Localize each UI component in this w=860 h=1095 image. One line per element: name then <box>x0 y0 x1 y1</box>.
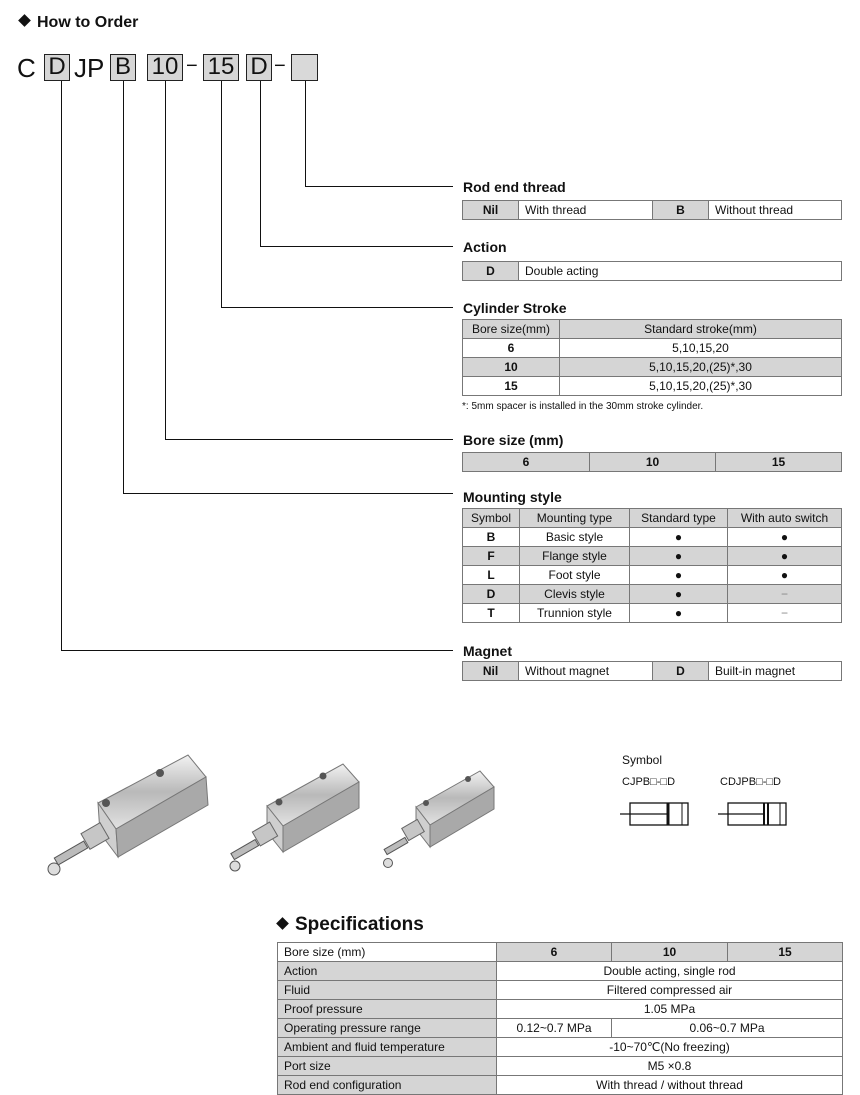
table-row <box>278 962 843 981</box>
leader-line-bore-v <box>165 81 166 440</box>
mounting-standard: ● <box>630 585 728 604</box>
table-row <box>463 201 842 220</box>
diamond-bullet-icon <box>276 917 289 930</box>
spec-label: Rod end configuration <box>278 1076 497 1095</box>
mounting-standard: ● <box>630 547 728 566</box>
mounting-type: Clevis style <box>520 585 630 604</box>
spec-label: Action <box>278 962 497 981</box>
spec-label: Fluid <box>278 981 497 1000</box>
mounting-symbol: D <box>463 585 520 604</box>
code-box-bore: 10 <box>147 54 183 81</box>
stroke-value-cell: 5,10,15,20,(25)*,30 <box>560 377 842 396</box>
mounting-standard: ● <box>630 566 728 585</box>
spec-value: -10~70℃(No freezing) <box>497 1038 843 1057</box>
mounting-header: Mounting type <box>520 509 630 528</box>
mounting-auto-switch: − <box>728 604 842 623</box>
cylinder-image-foot <box>380 765 500 880</box>
mounting-standard: ● <box>630 604 728 623</box>
table-row <box>278 1038 843 1057</box>
stroke-header-bore: Bore size(mm) <box>463 320 560 339</box>
rod-end-label-with: With thread <box>519 201 653 220</box>
symbol-left-label: CJPB□-□D <box>622 776 676 788</box>
table-row <box>463 528 842 547</box>
cylinder-image-flange <box>225 760 365 885</box>
action-label: Double acting <box>519 262 842 281</box>
code-box-magnet: D <box>44 54 70 81</box>
mounting-standard: ● <box>630 528 728 547</box>
spec-label: Port size <box>278 1057 497 1076</box>
stroke-title: Cylinder Stroke <box>463 300 567 316</box>
stroke-value-cell: 5,10,15,20 <box>560 339 842 358</box>
bore-title: Bore size (mm) <box>463 432 564 448</box>
spec-label: Operating pressure range <box>278 1019 497 1038</box>
leader-line-rod-end-v <box>305 81 306 187</box>
action-table <box>462 261 842 281</box>
cylinder-magnet-symbol-icon <box>718 800 793 830</box>
stroke-value-cell: 5,10,15,20,(25)*,30 <box>560 358 842 377</box>
spec-bore-15: 15 <box>728 943 843 962</box>
rod-end-code-b: B <box>653 201 709 220</box>
code-box-rod-end <box>291 54 318 81</box>
bore-table <box>462 452 842 472</box>
spec-value: 1.05 MPa <box>497 1000 843 1019</box>
code-jp: JP <box>74 53 105 83</box>
table-row <box>463 585 842 604</box>
spec-value: 0.12~0.7 MPa <box>497 1019 612 1038</box>
table-row <box>278 1057 843 1076</box>
magnet-code-d: D <box>653 662 709 681</box>
stroke-note: *: 5mm spacer is installed in the 30mm stroke cylinder. <box>462 401 704 412</box>
magnet-label-without: Without magnet <box>519 662 653 681</box>
spec-value: 0.06~0.7 MPa <box>612 1019 843 1038</box>
table-row <box>463 509 842 528</box>
spec-value: With thread / without thread <box>497 1076 843 1095</box>
code-dash-1: − <box>186 55 198 77</box>
mounting-type: Foot style <box>520 566 630 585</box>
spec-label: Bore size (mm) <box>278 943 497 962</box>
table-row <box>278 1000 843 1019</box>
code-c: C <box>17 53 36 83</box>
leader-line-action-v <box>260 81 261 247</box>
mounting-symbol: T <box>463 604 520 623</box>
specifications-text: Specifications <box>295 914 424 935</box>
stroke-bore-cell: 15 <box>463 377 560 396</box>
mounting-table <box>462 508 842 623</box>
table-row <box>463 453 842 472</box>
magnet-code-nil: Nil <box>463 662 519 681</box>
stroke-table <box>462 319 842 396</box>
table-row <box>463 339 842 358</box>
leader-line-magnet-h <box>61 650 453 651</box>
table-row <box>463 566 842 585</box>
mounting-type: Flange style <box>520 547 630 566</box>
code-dash-2: − <box>274 55 286 77</box>
magnet-table <box>462 661 842 681</box>
mounting-type: Basic style <box>520 528 630 547</box>
mounting-auto-switch: − <box>728 585 842 604</box>
stroke-bore-cell: 10 <box>463 358 560 377</box>
mounting-header: With auto switch <box>728 509 842 528</box>
leader-line-action-h <box>260 246 453 247</box>
mounting-symbol: F <box>463 547 520 566</box>
leader-line-bore-h <box>165 439 453 440</box>
leader-line-rod-end-h <box>305 186 453 187</box>
table-row <box>463 604 842 623</box>
rod-end-label-without: Without thread <box>709 201 842 220</box>
diamond-bullet-icon <box>18 14 31 27</box>
leader-line-mounting-h <box>123 493 453 494</box>
bore-6: 6 <box>463 453 590 472</box>
cylinder-symbol-icon <box>620 800 695 830</box>
action-title: Action <box>463 239 507 255</box>
table-row <box>463 262 842 281</box>
table-row <box>278 1019 843 1038</box>
stroke-bore-cell: 6 <box>463 339 560 358</box>
leader-line-stroke-v <box>221 81 222 308</box>
spec-label: Proof pressure <box>278 1000 497 1019</box>
table-row <box>278 1076 843 1095</box>
mounting-auto-switch: ● <box>728 528 842 547</box>
table-row <box>463 320 842 339</box>
symbol-title: Symbol <box>622 753 663 767</box>
section-title-specifications <box>278 914 424 936</box>
symbol-right-label: CDJPB□-□D <box>720 776 781 788</box>
rod-end-title: Rod end thread <box>463 179 566 195</box>
leader-line-magnet-v <box>61 81 62 651</box>
code-box-stroke: 15 <box>203 54 239 81</box>
rod-end-code-nil: Nil <box>463 201 519 220</box>
how-to-order-text: How to Order <box>37 14 139 31</box>
cylinder-image-basic <box>40 745 210 885</box>
table-row <box>463 547 842 566</box>
magnet-title: Magnet <box>463 643 512 659</box>
table-row <box>278 943 843 962</box>
spec-bore-6: 6 <box>497 943 612 962</box>
code-box-mounting: B <box>110 54 136 81</box>
spec-value: M5 ×0.8 <box>497 1057 843 1076</box>
bore-15: 15 <box>716 453 842 472</box>
table-row <box>463 358 842 377</box>
mounting-symbol: B <box>463 528 520 547</box>
action-code-d: D <box>463 262 519 281</box>
mounting-header: Symbol <box>463 509 520 528</box>
mounting-symbol: L <box>463 566 520 585</box>
table-row <box>463 377 842 396</box>
spec-bore-10: 10 <box>612 943 728 962</box>
spec-value: Filtered compressed air <box>497 981 843 1000</box>
magnet-label-built-in: Built-in magnet <box>709 662 842 681</box>
table-row <box>463 662 842 681</box>
section-title-how-to-order <box>20 14 138 32</box>
mounting-title: Mounting style <box>463 489 562 505</box>
mounting-auto-switch: ● <box>728 547 842 566</box>
mounting-auto-switch: ● <box>728 566 842 585</box>
specifications-table <box>277 942 843 1095</box>
spec-value: Double acting, single rod <box>497 962 843 981</box>
spec-label: Ambient and fluid temperature <box>278 1038 497 1057</box>
code-box-action: D <box>246 54 272 81</box>
table-row <box>278 981 843 1000</box>
rod-end-table <box>462 200 842 220</box>
mounting-type: Trunnion style <box>520 604 630 623</box>
bore-10: 10 <box>590 453 716 472</box>
leader-line-stroke-h <box>221 307 453 308</box>
stroke-header-stroke: Standard stroke(mm) <box>560 320 842 339</box>
leader-line-mounting-v <box>123 81 124 494</box>
mounting-header: Standard type <box>630 509 728 528</box>
